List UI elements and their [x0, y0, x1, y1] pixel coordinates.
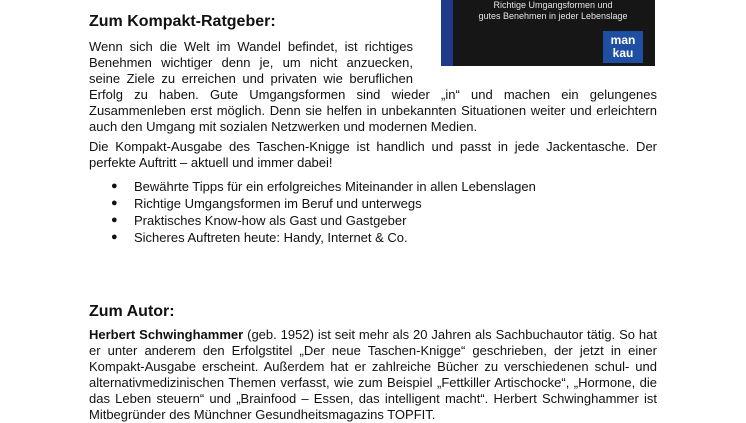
publisher-logo-line-1: man: [610, 33, 636, 47]
ratgeber-paragraph-1-start: Wenn sich die Welt im Wandel befindet, ist richtiges Benehmen wichtiger denn je, um nicht anzuecken, seine Ziele zu erreichen und privaten wie beruflichen: [89, 39, 413, 86]
ratgeber-heading: Zum Kompakt-Ratgeber:: [89, 13, 276, 30]
list-item: ● Richtige Umgangsformen im Beruf und unterwegs: [111, 196, 422, 211]
list-item: ● Praktisches Know-how als Gast und Gastgeber: [111, 213, 407, 228]
cover-tagline: [459, 0, 647, 22]
bullet-dot-icon: ●: [111, 197, 118, 209]
autor-heading: Zum Autor:: [89, 303, 175, 320]
cover-blue-stripe: [441, 0, 453, 66]
ratgeber-paragraph-1: Erfolg zu haben. Gute Umgangsformen sind wieder „in“ und machen ein gelungenes Zusammenleben erst möglich. Denn sie helfen in unbekannten Situationen weiter und erleichtern auch den Umgang mit sozialen Netzwerken und modernen Medien.: [89, 87, 657, 134]
bullet-dot-icon: ●: [111, 180, 118, 192]
ratgeber-paragraph-2: Die Kompakt-Ausgabe des Taschen-Knigge ist handlich und passt in jede Jackentasche. Der perfekte Auftritt – aktuell und immer dabei!: [89, 139, 657, 170]
list-item: ● Bewährte Tipps für ein erfolgreiches Miteinander in allen Lebenslagen: [111, 179, 536, 194]
bullet-dot-icon: ●: [111, 231, 118, 243]
ratgeber-bullet-list: [89, 178, 657, 246]
book-cover-image: [441, 0, 655, 66]
publisher-logo-line-2: kau: [612, 46, 634, 60]
bullet-dot-icon: ●: [111, 214, 118, 226]
author-bio: (geb. 1952) ist seit mehr als 20 Jahren als Sachbuchautor tätig. So hat er unter anderem den Erfolgstitel „Der neue Taschen-Knigge“ geschrieben, der jetzt in einer Kompakt-Ausgabe erscheint. Außerdem hat er zahlreiche Bücher zu verschiedenen schul- und alternativmedizinischen Themen verfasst, wie zum Beispiel „Fettkiller Artischocke“, „Hormone, die das Leben steuern“ und „Brainfood – Essen, das intelligent macht“. Herbert Schwinghammer ist Mitbegründer des Münchner Gesundheitsmagazins TOPFIT.: [89, 327, 657, 422]
autor-paragraph: [89, 327, 657, 423]
publisher-logo: [603, 31, 643, 63]
cover-tagline-line-2: gutes Benehmen in jeder Lebenslage: [478, 11, 628, 21]
author-name: Herbert Schwinghammer: [89, 327, 244, 342]
cover-tagline-line-1: Richtige Umgangsformen und: [493, 0, 613, 10]
list-item: ● Sicheres Auftreten heute: Handy, Internet & Co.: [111, 230, 408, 245]
